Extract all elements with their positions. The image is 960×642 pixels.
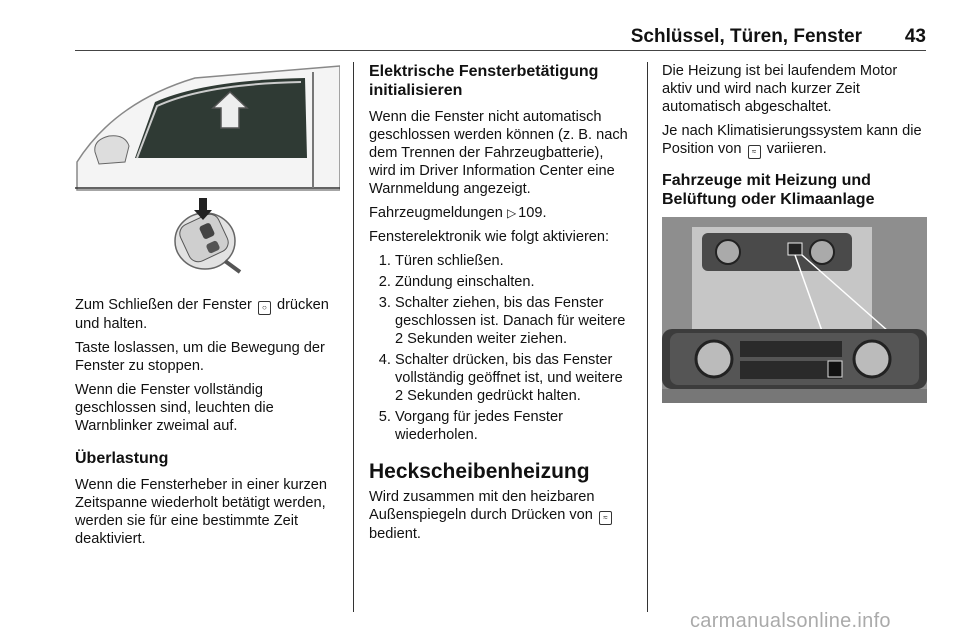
init-heading: Elektrische Fensterbetätigung initialisieren (369, 63, 599, 99)
column-2 (369, 62, 634, 549)
steps-list (369, 252, 634, 444)
init-intro: Wenn die Fenster nicht automatisch geschlossen werden können (z. B. nach dem Trennen der Fahrzeugbatterie), wird im Driver Information Center eine Warnmeldung angezeigt. (369, 109, 628, 197)
page-number: 43 (904, 26, 926, 47)
rear-heating-text-part2: bedient. (369, 526, 421, 542)
rear-heating-text-part1: Wird zusammen mit den heizbaren Außenspiegeln durch Drücken von (369, 489, 595, 523)
rear-heating-heading: Heckscheibenheizung (369, 460, 590, 483)
column-divider-2 (647, 62, 648, 612)
column-divider-1 (353, 62, 354, 612)
page-header (75, 26, 926, 50)
rear-window-heating-icon: ≈ (599, 511, 612, 525)
page-title: Schlüssel, Türen, Fenster (630, 26, 862, 47)
hazard-note: Wenn die Fenster vollständig geschlossen sind, leuchten die Warnblinker zweimal auf. (75, 382, 274, 434)
climate-control-panel-figure (662, 217, 927, 403)
heating-auto-off-text: Die Heizung ist bei laufendem Motor aktiv und wird nach kurzer Zeit automatisch abgeschaltet. (662, 63, 898, 115)
window-closing-figure (75, 62, 340, 192)
vehicle-heating-heading: Fahrzeuge mit Heizung und Belüftung oder Klimaanlage (662, 172, 875, 208)
overload-text: Wenn die Fensterheber in einer kurzen Zeitspanne wiederholt betätigt werden, werden sie für eine bestimmte Zeit deaktiviert. (75, 477, 328, 547)
vehicle-messages-page[interactable]: 109. (518, 205, 547, 221)
lock-icon: ○ (258, 301, 271, 315)
release-instruction: Taste loslassen, um die Bewegung der Fenster zu stoppen. (75, 340, 325, 374)
reference-arrow-icon: ▷ (506, 206, 517, 220)
list-item: 2. Zündung einschalten. (395, 273, 634, 291)
vehicle-messages-label: Fahrzeugmeldungen (369, 205, 503, 221)
rear-window-heating-icon: ≈ (748, 145, 761, 159)
position-note-part1: Je nach Klimatisierungssystem kann die Position von (662, 123, 922, 157)
list-item: 5. Vorgang für jedes Fenster wiederholen. (395, 408, 634, 444)
header-rule (75, 50, 926, 51)
overload-heading: Überlastung (75, 450, 169, 467)
position-note-part2: variieren. (766, 141, 827, 157)
close-instruction-part2: drücken und halten. (75, 297, 329, 332)
list-item: 1. Türen schließen. (395, 252, 634, 270)
column-3 (662, 62, 927, 403)
list-item: 3. Schalter ziehen, bis das Fenster geschlossen ist. Danach für weitere 2 Sekunden weiter ziehen. (395, 294, 634, 348)
column-1 (75, 62, 340, 554)
activate-intro: Fensterelektronik wie folgt aktivieren: (369, 229, 610, 245)
car-key-figure (75, 196, 340, 286)
close-instruction-part1: Zum Schließen der Fenster (75, 297, 252, 313)
list-item: 4. Schalter drücken, bis das Fenster vollständig geöffnet ist, und weitere 2 Sekunden gedrückt halten. (395, 351, 634, 405)
watermark: carmanualsonline.info (690, 610, 891, 632)
